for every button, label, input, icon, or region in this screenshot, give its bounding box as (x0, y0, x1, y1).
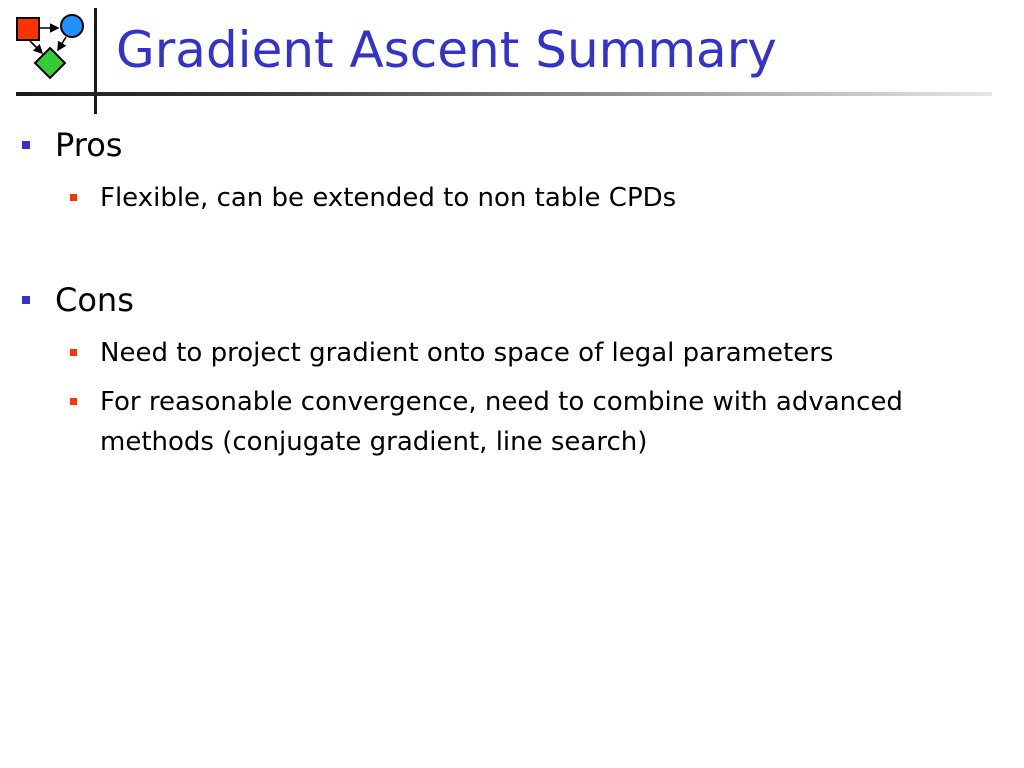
section-heading: Cons (55, 281, 134, 319)
square-bullet-icon (70, 349, 77, 356)
section-heading: Pros (55, 126, 123, 164)
slide-title: Gradient Ascent Summary (116, 21, 777, 79)
title-divider-vertical (94, 8, 97, 114)
square-bullet-icon (22, 141, 30, 149)
square-bullet-icon (70, 398, 77, 405)
bullet-text: Flexible, can be extended to non table CPDs (100, 183, 677, 213)
sub-bullet-item (70, 178, 960, 218)
bayes-net-logo-icon (12, 12, 92, 84)
sub-bullet-item (70, 382, 960, 462)
square-bullet-icon (70, 194, 77, 201)
bullet-cons (22, 280, 134, 320)
bullet-text: For reasonable convergence, need to combine with advanced methods (conjugate gradient, line search) (100, 387, 903, 457)
sub-bullet-item (70, 333, 960, 373)
square-bullet-icon (22, 296, 30, 304)
bullet-pros (22, 125, 122, 165)
bullet-text: Need to project gradient onto space of legal parameters (100, 338, 834, 368)
title-divider-horizontal (16, 92, 992, 96)
